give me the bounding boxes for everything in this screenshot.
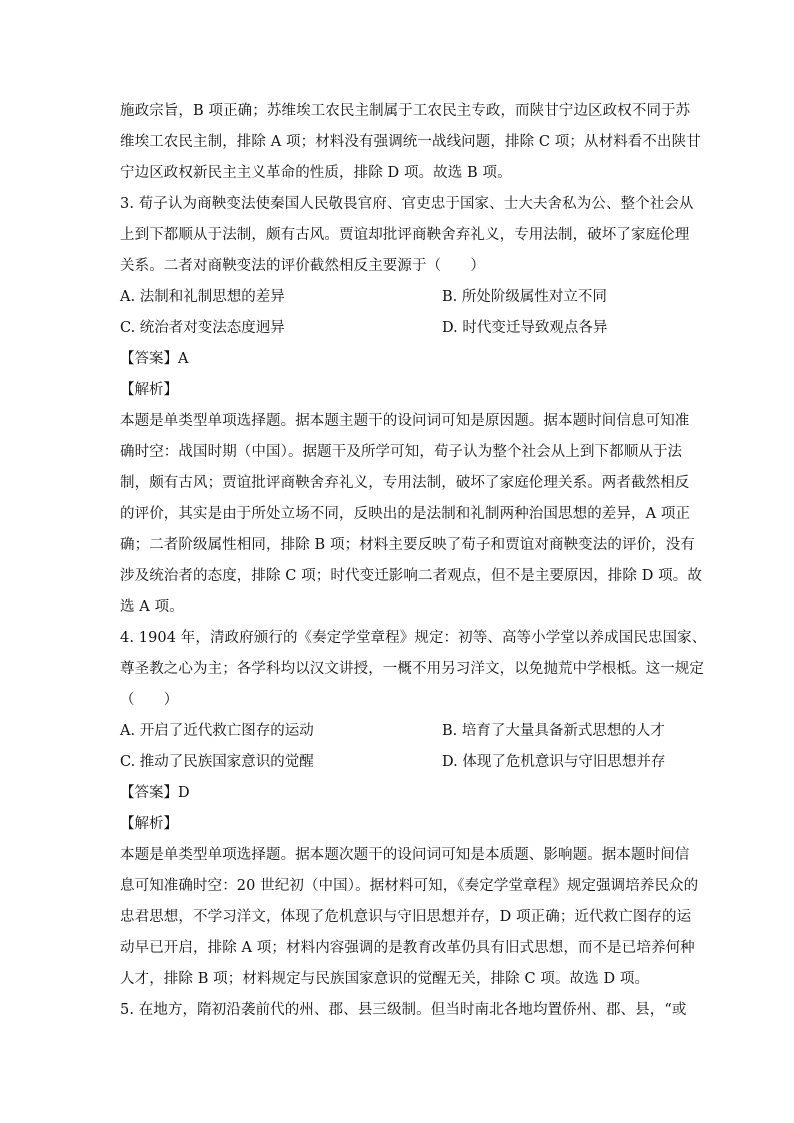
options-row (120, 282, 682, 313)
option-a: A. 开启了近代救亡图存的运动 (120, 723, 314, 739)
analysis-line: 确时空：战国时期（中国）。据题干及所学可知，荀子认为整个社会从上到下都顺从于法 (120, 444, 683, 460)
analysis-label: 【解析】 (120, 816, 178, 832)
analysis-line: 制，颇有古风；贾谊批评商鞅舍弃礼义，专用法制，破坏了家庭伦理关系。两者截然相反 (120, 475, 690, 491)
analysis-line: 选 A 项。 (120, 599, 184, 615)
question-stem-line: 关系。二者对商鞅变法的评价截然相反主要源于（ ） (120, 258, 485, 274)
option-c: C. 统治者对变法态度迥异 (120, 320, 285, 336)
question-stem-line: （ ） (120, 692, 179, 708)
analysis-line: 本题是单类型单项选择题。据本题主题干的设问词可知是原因题。据本题时间信息可知准 (120, 413, 690, 429)
analysis-line: 涉及统治者的态度，排除 C 项；时代变迁影响二者观点，但不是主要原因，排除 D 项。故 (120, 568, 702, 584)
question-stem-line: 3. 荀子认为商鞅变法使秦国人民敬畏官府、官吏忠于国家、士大夫舍私为公、整个社会从 (120, 196, 694, 212)
option-d: D. 体现了危机意识与守旧思想并存 (442, 754, 666, 770)
options-row (120, 313, 682, 344)
options-row (120, 716, 682, 747)
intro-paragraph (120, 96, 701, 189)
options-row (120, 747, 682, 778)
answer-label: 【答案】D (120, 785, 190, 801)
question-stem-line: 5. 在地方，隋初沿袭前代的州、郡、县三级制。但当时南北各地均置侨州、郡、县，“或 (120, 1002, 687, 1018)
question-stem-line: 4. 1904 年，清政府颁行的《奏定学堂章程》规定：初等、高等小学堂以养成国民忠国家、 (120, 630, 707, 646)
question-stem-line: 上到下都顺从于法制，颇有古风。贾谊却批评商鞅舍弃礼义，专用法制，破坏了家庭伦理 (120, 227, 690, 243)
text-line: 宁边区政权新民主主义革命的性质，排除 D 项。故选 B 项。 (120, 165, 512, 181)
analysis-line: 本题是单类型单项选择题。据本题次题干的设问词可知是本质题、影响题。据本题时间信 (120, 847, 690, 863)
analysis-label: 【解析】 (120, 382, 178, 398)
option-a: A. 法制和礼制思想的差异 (120, 289, 285, 305)
analysis-line: 人才，排除 B 项；材料规定与民族国家意识的觉醒无关，排除 C 项。故选 D 项。 (120, 971, 650, 987)
option-b: B. 培育了大量具备新式思想的人才 (442, 723, 665, 739)
question-stem-line: 尊圣教之心为主；各学科均以汉文讲授，一概不用另习洋文，以免抛荒中学根柢。这一规定 (120, 661, 704, 677)
answer-label: 【答案】A (120, 351, 189, 367)
question-4 (120, 623, 707, 995)
analysis-line: 忠君思想，不学习洋文，体现了危机意识与守旧思想并存，D 项正确；近代救亡图存的运 (120, 909, 692, 925)
analysis-text (120, 840, 699, 995)
question-5 (120, 995, 687, 1026)
analysis-line: 的评价，其实是由于所处立场不同，反映出的是法制和礼制两种治国思想的差异，A 项正 (120, 506, 691, 522)
option-c: C. 推动了民族国家意识的觉醒 (120, 754, 314, 770)
analysis-line: 息可知准确时空：20 世纪初（中国）。据材料可知，《奏定学堂章程》规定强调培养民众的 (120, 878, 699, 894)
analysis-line: 动早已开启，排除 A 项；材料内容强调的是教育改革仍具有旧式思想，而不是已培养何种 (120, 940, 695, 956)
option-d: D. 时代变迁导致观点各异 (442, 320, 608, 336)
text-line: 施政宗旨，B 项正确；苏维埃工农民主制属于工农民主专政，而陕甘宁边区政权不同于苏 (120, 103, 691, 119)
analysis-text (120, 406, 702, 623)
analysis-line: 确；二者阶级属性相同，排除 B 项；材料主要反映了荀子和贾谊对商鞅变法的评价，没有 (120, 537, 695, 553)
option-b: B. 所处阶级属性对立不同 (442, 289, 607, 305)
text-line: 维埃工农民主制，排除 A 项；材料没有强调统一战线问题，排除 C 项；从材料看不出陕甘 (120, 134, 701, 150)
question-3 (120, 189, 702, 623)
